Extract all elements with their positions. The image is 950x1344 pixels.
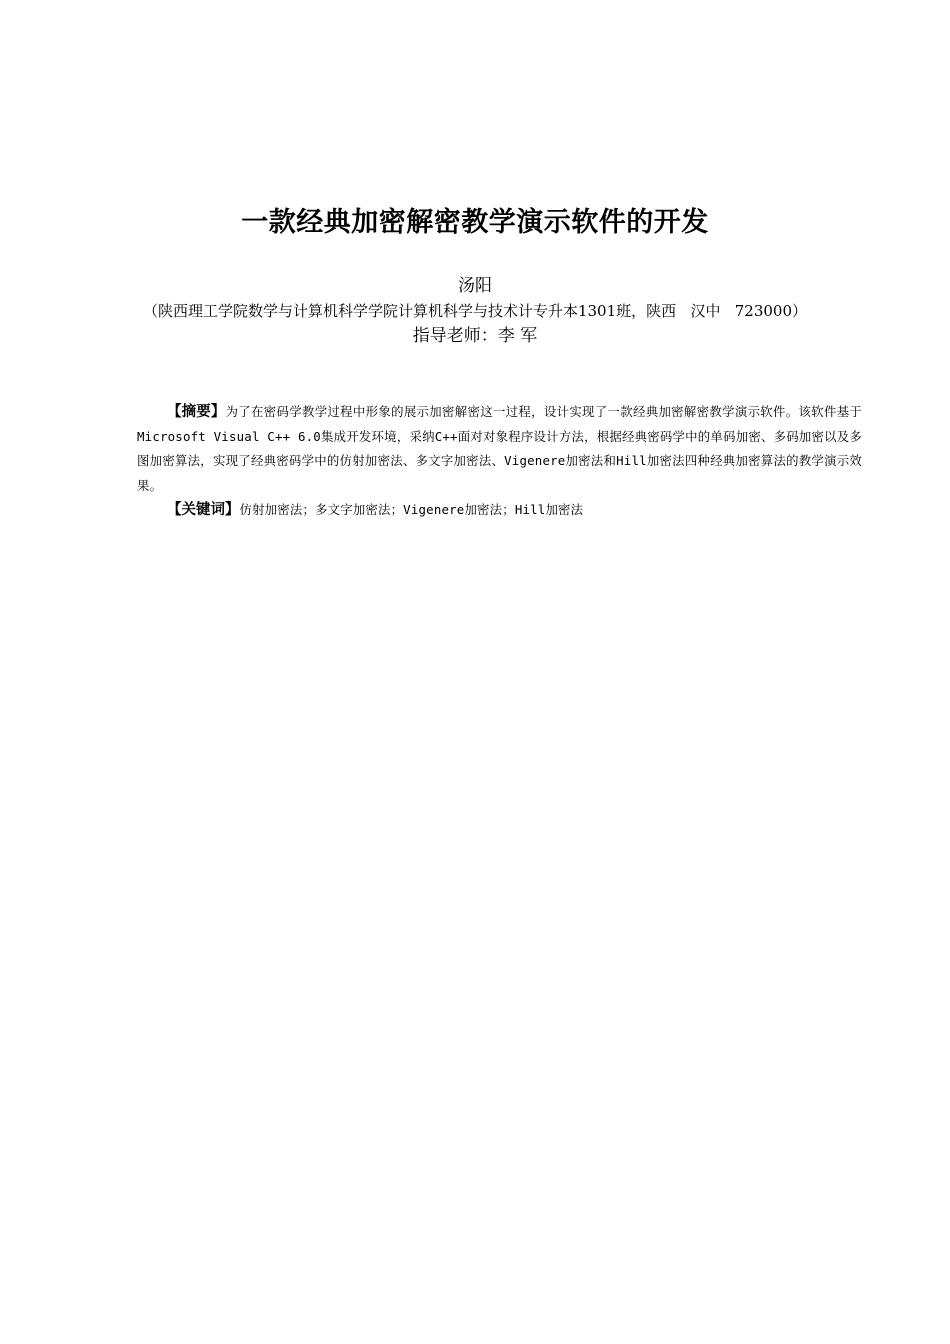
keywords-text: 仿射加密法；多文字加密法；Vigenere加密法；Hill加密法	[239, 502, 584, 517]
abstract-text: 为了在密码学教学过程中形象的展示加密解密这一过程，设计实现了一款经典加密解密教学演示软件。该软件基于Microsoft Visual C++ 6.0集成开发环境，采纳C++面对对象程序设计方法，根据经典密码学中的单码加密、多码加密以及多图加密算法，实现了经典密码学中的仿射加密法、多文字加密法、Vigenere加密法和Hill加密法四种经典加密算法的教学演示效果。	[137, 404, 863, 493]
advisor-line: 指导老师：李 军	[412, 326, 538, 346]
abstract-label: 【摘要】	[167, 404, 226, 420]
paper-title: 一款经典加密解密教学演示软件的开发	[241, 207, 709, 238]
keywords-label: 【关键词】	[167, 502, 240, 518]
abstract-paragraph	[137, 400, 862, 498]
author-affiliation: （陕西理工学院数学与计算机科学学院计算机科学与技术计专升本1301班，陕西 汉中 723000）	[142, 302, 808, 320]
author-name: 汤阳	[458, 276, 492, 296]
keywords-paragraph	[167, 498, 867, 523]
